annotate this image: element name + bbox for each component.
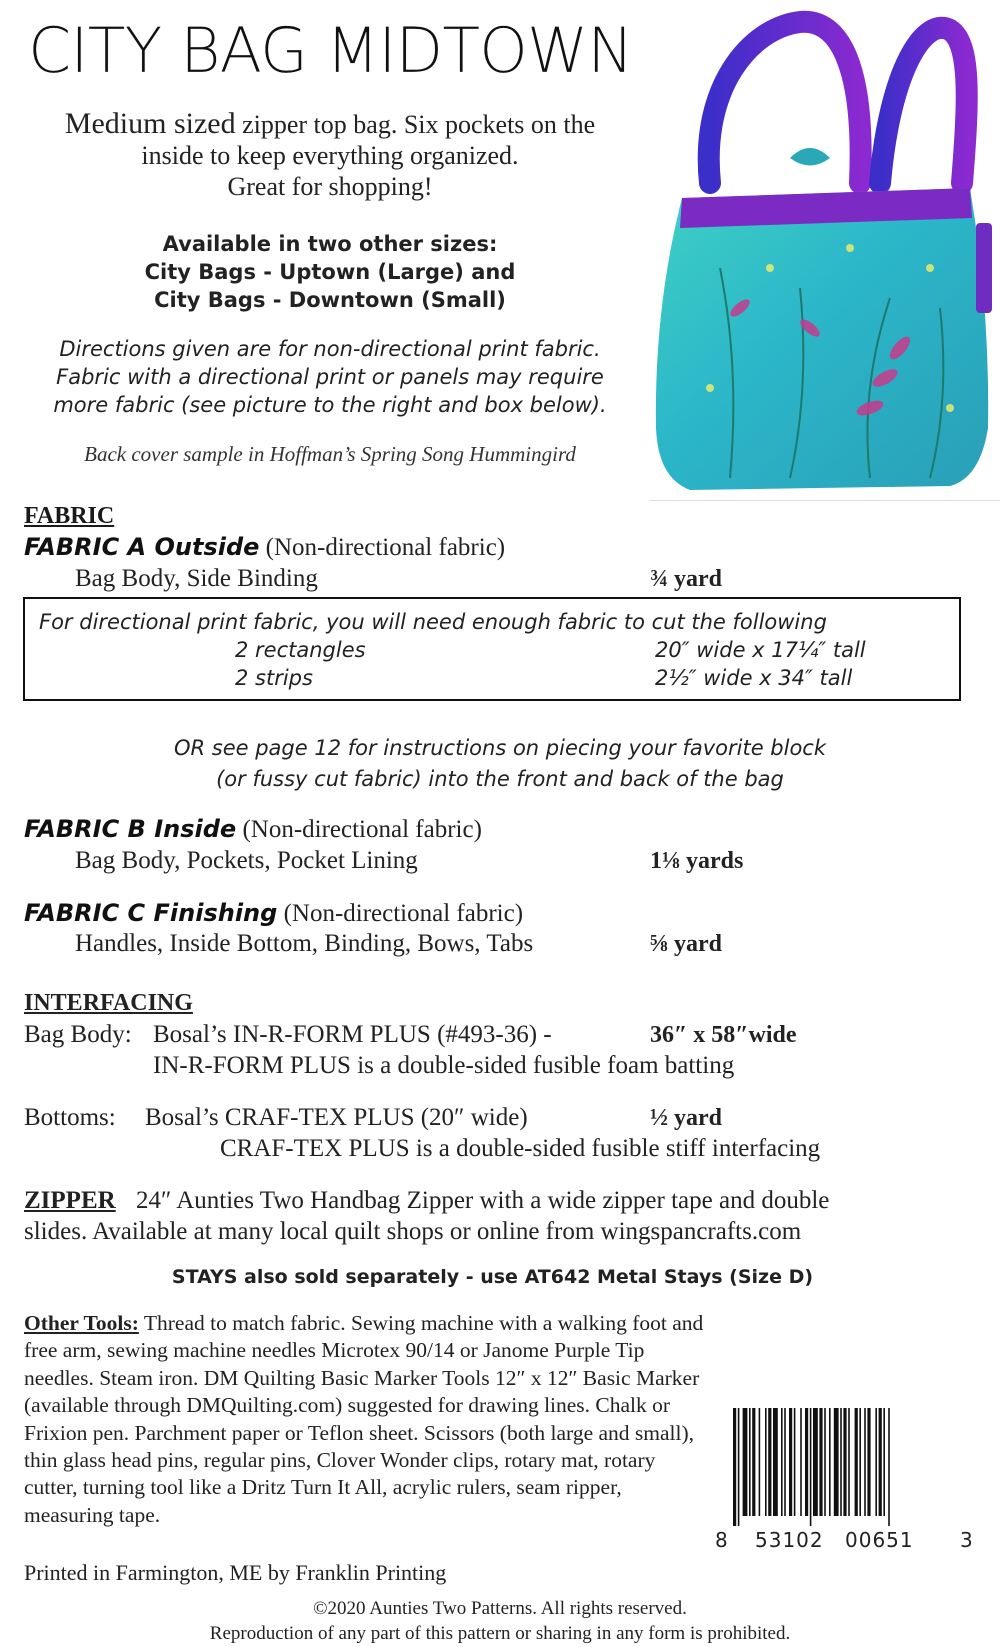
zipper-line-2: slides. Available at many local quilt shops or online from wingspancrafts.com: [24, 1218, 802, 1245]
other-tools-label: Other Tools:: [24, 1311, 139, 1335]
reproduction-line: Reproduction of any part of this pattern or sharing in any form is prohibited.: [209, 1623, 791, 1644]
intro-line-3: Great for shopping!: [227, 172, 433, 201]
copyright-block: [0, 1596, 1000, 1646]
barcode-bar: [843, 1408, 846, 1516]
fabric-b-qty: 1⅛ yards: [650, 848, 744, 874]
fabric-a-item: Bag Body, Side Binding: [75, 565, 318, 592]
directions-line-3: more fabric (see picture to the right and box below).: [53, 393, 607, 417]
fabric-b-row: [24, 815, 482, 844]
barcode-bar: [805, 1408, 808, 1516]
box-row-1-label: 2 rectangles: [235, 638, 366, 662]
barcode-bar: [848, 1408, 850, 1516]
copyright-line: ©2020 Aunties Two Patterns. All rights reserved.: [313, 1598, 687, 1619]
barcode-bar: [752, 1408, 755, 1516]
other-tools: [24, 1310, 714, 1529]
page-title: CITY BAG MIDTOWN: [28, 14, 633, 87]
fabric-b-note: (Non-directional fabric): [242, 816, 482, 843]
other-sizes: [30, 230, 630, 314]
barcode-bar: [789, 1408, 792, 1516]
barcode-bar: [813, 1408, 818, 1516]
fabric-c-note: (Non-directional fabric): [283, 900, 524, 927]
bag-body-text: Bosal’s IN-R-FORM PLUS (#493-36) -: [153, 1021, 552, 1048]
bag-body-label: Bag Body:: [24, 1021, 132, 1048]
intro-line-2: inside to keep everything organized.: [141, 141, 519, 170]
fabric-b-name: FABRIC B Inside: [24, 815, 237, 843]
intro-lead: Medium sized: [64, 107, 236, 140]
barcode-bar: [768, 1408, 771, 1516]
bottoms-label: Bottoms:: [24, 1104, 116, 1131]
box-header: For directional print fabric, you will need enough fabric to cut the following: [39, 610, 827, 634]
piecing-note: [0, 733, 1000, 795]
bottoms-note: CRAF-TEX PLUS is a double-sided fusible stiff interfacing: [220, 1135, 821, 1162]
sizes-line-1: Available in two other sizes:: [162, 232, 498, 256]
barcode-bar: [759, 1408, 761, 1516]
barcode-bar: [794, 1408, 796, 1516]
barcode-bar: [819, 1408, 822, 1516]
intro-line-1: [30, 108, 630, 140]
barcode-bar: [800, 1408, 802, 1516]
barcode-bar: [810, 1408, 812, 1526]
zipper-line-1: [24, 1187, 829, 1215]
barcode-bar: [765, 1408, 767, 1516]
sizes-line-3: City Bags - Downtown (Small): [154, 288, 506, 312]
barcode-bars: [733, 1408, 973, 1526]
barcode-bar: [888, 1408, 890, 1526]
barcode-bar: [855, 1408, 858, 1516]
barcode-bar: [824, 1408, 826, 1516]
fabric-c-item: Handles, Inside Bottom, Binding, Bows, Tabs: [75, 930, 534, 957]
barcode-bar: [784, 1408, 786, 1516]
barcode-group-1: 53102: [755, 1528, 824, 1552]
divider: [650, 500, 1000, 501]
barcode-group-2: 00651: [845, 1528, 914, 1552]
fabric-a-note: (Non-directional fabric): [265, 534, 506, 561]
directions-note: [30, 335, 630, 419]
barcode-bar: [738, 1408, 740, 1526]
barcode-bar: [879, 1408, 882, 1516]
fabric-b-item: Bag Body, Pockets, Pocket Lining: [75, 847, 418, 874]
intro-line-1-rest: zipper top bag. Six pockets on the: [235, 110, 596, 139]
other-tools-text: Thread to match fabric. Sewing machine with a walking foot and free arm, sewing machine needles Microtex 90/14 or Janome Purple Tip needles. Steam iron. DM Quilting Basic Marker Tools 12″ x 12″ Basic Marker (available through DMQuilting.com) suggested for drawing lines. Chalk or Frixion pen. Parchment paper or Teflon sheet. Scissors (both large and small), thin glass head pins, regular pins, Clover Wonder clips, rotary mat, rotary cutter, turning tool like a Dritz Turn It All, acrylic rulers, seam ripper, measuring tape.: [24, 1311, 704, 1527]
barcode-bar: [883, 1408, 885, 1516]
interfacing-heading: INTERFACING: [24, 990, 193, 1016]
directions-line-1: Directions given are for non-directional print fabric.: [59, 337, 601, 361]
sample-caption: Back cover sample in Hoffman’s Spring Song Hummingird: [84, 442, 576, 466]
barcode-bar: [859, 1408, 861, 1516]
barcode-bar: [867, 1408, 870, 1516]
barcode-bar: [773, 1408, 778, 1516]
barcode-bar: [834, 1408, 839, 1516]
fabric-a-name: FABRIC A Outside: [24, 533, 260, 561]
directions-line-2: Fabric with a directional print or panels may require: [56, 365, 604, 389]
stays-note: STAYS also sold separately - use AT642 Metal Stays (Size D): [171, 1266, 814, 1288]
bag-photo: [650, 8, 992, 498]
fabric-c-name: FABRIC C Finishing: [24, 899, 278, 927]
bottoms-qty: ½ yard: [650, 1105, 722, 1131]
fabric-c-qty: ⅝ yard: [650, 931, 722, 957]
zipper-heading: ZIPPER: [24, 1187, 116, 1214]
barcode-left-digit: 8: [715, 1528, 728, 1552]
piecing-line-2: (or fussy cut fabric) into the front and back of the bag: [216, 767, 784, 791]
printed-by: Printed in Farmington, ME by Franklin Printing: [24, 1560, 447, 1585]
piecing-line-1: OR see page 12 for instructions on piecing your favorite block: [173, 736, 827, 760]
bag-body-qty: 36″ x 58″wide: [650, 1022, 797, 1048]
barcode-bar: [875, 1408, 877, 1516]
sizes-line-2: City Bags - Uptown (Large) and: [144, 260, 516, 284]
box-row-2-label: 2 strips: [235, 666, 313, 690]
zipper-text-1: 24″ Aunties Two Handbag Zipper with a wide zipper tape and double: [135, 1187, 830, 1214]
barcode-bar: [829, 1408, 831, 1516]
box-row-1-size: 20″ wide x 17¼″ tall: [655, 638, 866, 662]
bottoms-text: Bosal’s CRAF-TEX PLUS (20″ wide): [145, 1104, 528, 1131]
barcode-bar: [733, 1408, 736, 1526]
directional-fabric-box: [23, 597, 961, 701]
fabric-a-qty: ¾ yard: [650, 566, 722, 592]
barcode-bar: [749, 1408, 751, 1516]
barcode-bar: [743, 1408, 748, 1516]
bag-body-note: IN-R-FORM PLUS is a double-sided fusible foam batting: [153, 1052, 735, 1079]
barcode-bar: [840, 1408, 842, 1516]
intro-text: [30, 108, 630, 202]
fabric-a-row: [24, 533, 505, 562]
fabric-c-row: [24, 899, 523, 928]
box-row-2-size: 2½″ wide x 34″ tall: [655, 666, 853, 690]
barcode-bar: [864, 1408, 866, 1516]
fabric-heading: FABRIC: [24, 503, 115, 529]
barcode-right-digit: 3: [960, 1528, 973, 1552]
barcode: [715, 1408, 985, 1563]
barcode-bar: [781, 1408, 783, 1516]
